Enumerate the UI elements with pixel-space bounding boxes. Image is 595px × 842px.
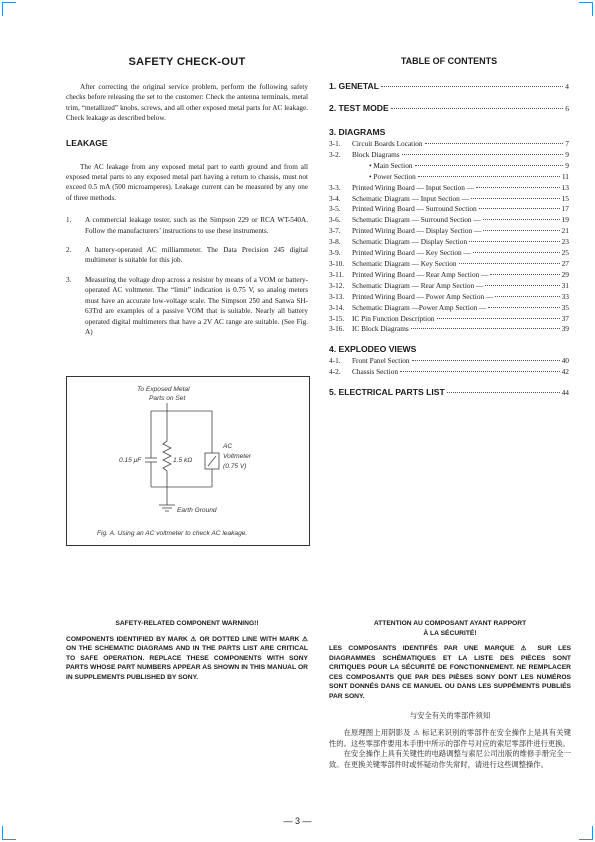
toc-entry[interactable]: 3-15. IC Pin Function Description 37: [329, 313, 569, 323]
list-item: 2. A battery-operated AC milliammeter. The Data Precision 245 digital multimeter is suitable for this job.: [66, 246, 308, 265]
crop-mark-bottom-left: [2, 826, 16, 840]
toc-title: TABLE OF CONTENTS: [400, 56, 498, 66]
toc-entry[interactable]: • Main Section 9: [369, 160, 569, 170]
list-item: 1. A commercial leakage tester, such as the Simpson 229 or RCA WT-540A. Follow the manufacturers’ instructions to use these instruments.: [66, 216, 308, 235]
toc-entry[interactable]: 3-12. Schematic Diagram — Rear Amp Section — 31: [329, 280, 569, 290]
figure-top-label: To Exposed Metal: [137, 386, 190, 393]
warning-cn-title: 与安全有关的零部件须知: [409, 711, 491, 720]
page-number: — 3 —: [283, 816, 312, 826]
safety-title: SAFETY CHECK-OUT: [128, 56, 246, 68]
safety-checkout-column: [66, 56, 308, 346]
toc-diagrams-list: [329, 139, 569, 335]
table-of-contents: [329, 56, 569, 397]
toc-entry[interactable]: 3-2. Block Diagrams 9: [329, 149, 569, 159]
meter-label-3: (0.75 V): [223, 463, 247, 470]
toc-entry[interactable]: 3-13. Printed Wiring Board — Power Amp Section — 33: [329, 291, 569, 301]
toc-entry[interactable]: 3-7. Printed Wiring Board — Display Section — 21: [329, 226, 569, 236]
crop-mark-bottom-right: [579, 826, 593, 840]
toc-entry[interactable]: 3-1. Circuit Boards Location 7: [329, 139, 569, 148]
toc-entry[interactable]: 3-16. IC Block Diagrams 39: [329, 324, 569, 334]
toc-entry[interactable]: 4-2. Chassis Section 42: [329, 367, 569, 377]
warning-fr-title: ATTENTION AU COMPOSANT AYANT RAPPORT: [373, 620, 527, 627]
toc-section-4[interactable]: 4. EXPLODEO VIEWS: [329, 344, 417, 355]
warning-en-body: COMPONENTS IDENTIFIED BY MARK ⚠ OR DOTTED LINE WITH MARK ⚠ ON THE SCHEMATIC DIAGRAMS AND IN THE PARTS LIST ARE CRITICAL TO SAFE OPERATION. REPLACE THESE COMPONENTS WITH SONY PARTS WHOSE PART NUMBERS APPEAR AS SHOWN IN THIS MANUAL OR IN SUPPLEMENTS PUBLISHED BY SONY.: [66, 635, 308, 681]
toc-entry[interactable]: 3-8. Schematic Diagram — Display Section 23: [329, 237, 569, 247]
toc-entry[interactable]: • Power Section 11: [369, 171, 569, 181]
toc-entry[interactable]: 3-5. Printed Wiring Board — Surround Section 17: [329, 204, 569, 214]
figure-top-label-2: Parts on Set: [149, 395, 186, 402]
ground-label: Earth Ground: [177, 507, 217, 514]
safety-warning-english: [66, 619, 308, 682]
leakage-text: The AC leakage from any exposed metal part to earth ground and from all exposed metal parts to any exposed metal part having a return to chassis, must not exceed 0.5 mA (500 microamperes). Leakage current can be measured by any one of three methods.: [66, 162, 308, 202]
leakage-methods-list: [66, 215, 308, 337]
warning-cn-para-1: 在原理图上用阴影及 ⚠ 标记来识别的零部件在安全操作上是具有关键性的。这些零部件要用本手册中所示的部件号对应的索尼零部件进行更换。: [329, 727, 571, 748]
toc-entry[interactable]: 3-10. Schematic Diagram — Key Section 27: [329, 258, 569, 268]
safety-intro: After correcting the original service problem, perform the following safety checks before releasing the set to the customer: Check the antenna terminals, metal trim, “metallized” knobs, screws, and all other exposed metal parts for AC leakage. Check leakage as described below.: [66, 83, 308, 123]
toc-entry[interactable]: 3-6. Schematic Diagram — Surround Section — 19: [329, 215, 569, 225]
toc-section-5[interactable]: 5. ELECTRICAL PARTS LIST 44: [329, 387, 569, 398]
toc-entry[interactable]: 3-11. Printed Wiring Board — Rear Amp Section — 29: [329, 269, 569, 279]
list-item: 3. Measuring the voltage drop across a resistor by means of a VOM or battery-operated AC voltmeter. The “limit” indication is 0.75 V, so analog meters must have an accurate low-voltage scale. The Simpson 250 and Sanwa SH-63Trd are examples of a passive VOM that is suitable. Nearly all battery operated digital multimeters that have a 2V AC range are suitable. (See Fig. A): [66, 275, 308, 336]
crop-mark-top-left: [2, 2, 16, 16]
figure-caption: Fig. A. Using an AC voltmeter to check AC leakage.: [97, 530, 248, 537]
warning-fr-title-2: À LA SÉCURITÉ!: [423, 629, 477, 637]
meter-label-1: AC: [223, 443, 233, 450]
toc-section-2[interactable]: 2. TEST MODE 6: [329, 103, 569, 113]
crop-mark-top-right: [579, 2, 593, 16]
safety-warning-french: [329, 619, 571, 701]
figure-a-box: [66, 376, 310, 546]
leakage-heading: LEAKAGE: [66, 137, 108, 148]
toc-section-1[interactable]: 1. GENETAL 4: [329, 81, 569, 91]
resistor-label: 1.5 kΩ: [173, 457, 193, 464]
warning-cn-para-2: 在安全操作上具有关键性的电路调整与索尼公司出版的维修手册完全一致。在更换关键零部件时或怀疑动作失常时，请进行这些调整操作。: [329, 749, 571, 770]
toc-section-3[interactable]: 3. DIAGRAMS: [329, 127, 386, 137]
toc-views-list: [329, 356, 569, 378]
safety-warning-chinese: [329, 711, 571, 771]
capacitor-label: 0.15 μF: [119, 457, 142, 464]
meter-label-2: Voltmeter: [223, 453, 251, 460]
toc-entry[interactable]: 3-3. Printed Wiring Board — Input Section — 13: [329, 182, 569, 192]
warning-en-title: SAFETY-RELATED COMPONENT WARNING!!: [115, 620, 259, 627]
toc-entry[interactable]: 3-4. Schematic Diagram — Input Section — 15: [329, 193, 569, 203]
toc-entry[interactable]: 3-9. Printed Wiring Board — Key Section — 25: [329, 248, 569, 258]
toc-entry[interactable]: 3-14. Schematic Diagram —Power Amp Section — 35: [329, 302, 569, 312]
warning-fr-body: LES COMPOSANTS IDENTIFÉS PAR UNE MARQUE ⚠ SUR LES DIAGRAMMES SCHÉMATIQUES ET LA LISTE DES PIÈCES SONT CRITIQUES POUR LA SÉCURITÉ DE FONCTIONNEMENT. NE REMPLACER CES COMPOSANTS QUE PAR DES PIÈSES SONY DONT LES NUMÉROS SONT DONNÉS DANS CE MANUEL OU DANS LES SUPPÉMENTS PUBLIÉS PAR SONY.: [329, 645, 571, 700]
toc-entry[interactable]: 4-1. Front Panel Section 40: [329, 356, 569, 366]
